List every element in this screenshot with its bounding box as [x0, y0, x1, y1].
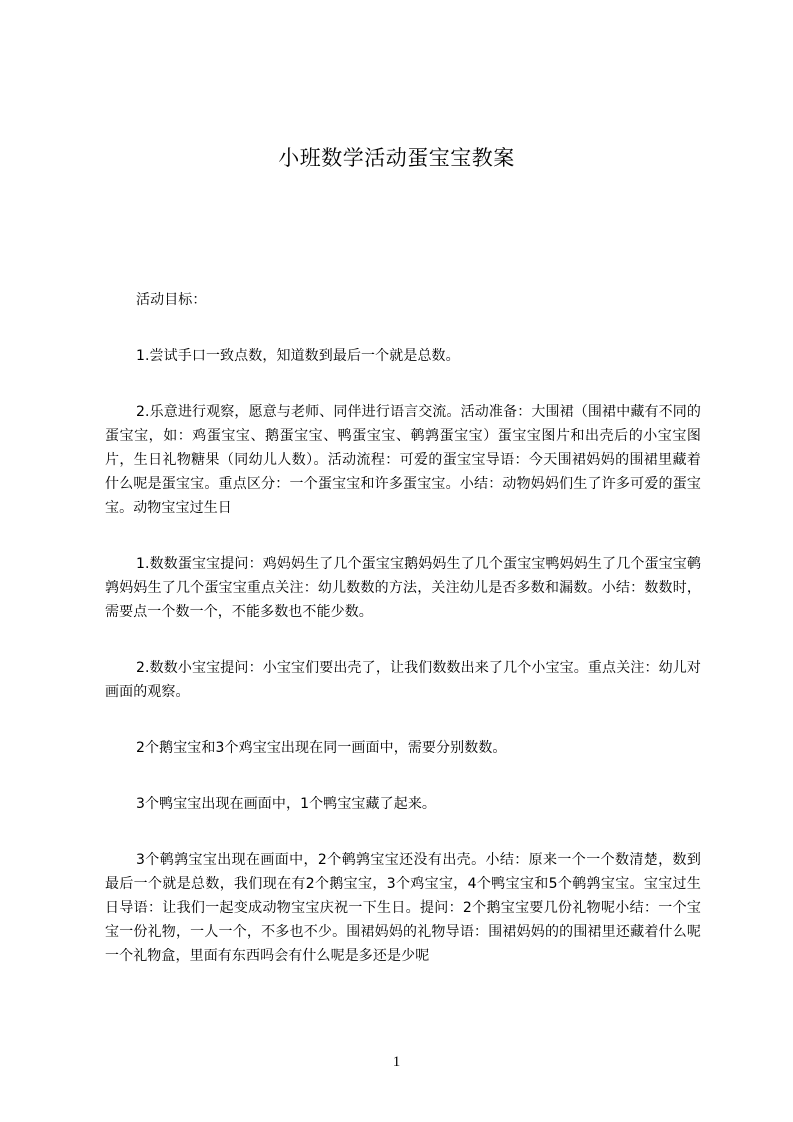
paragraph-goals-heading: 活动目标： — [136, 292, 207, 308]
paragraph-goal-2: 2.乐意进行观察，愿意与老师、同伴进行语言交流。活动准备：大围裙（围裙中藏有不同的蛋宝宝，如：鸡蛋宝宝、鹅蛋宝宝、鸭蛋宝宝、鹌鹑蛋宝宝）蛋宝宝图片和出壳后的小宝宝图片，生日礼物糖果（同幼儿人数）。活动流程：可爱的蛋宝宝导语：今天围裙妈妈的围裙里藏着什么呢是蛋宝宝。重点区分：一个蛋宝宝和许多蛋宝宝。小结：动物妈妈们生了许多可爱的蛋宝宝。动物宝宝过生日 — [105, 404, 701, 516]
paragraph-count-eggs: 1.数数蛋宝宝提问：鸡妈妈生了几个蛋宝宝鹅妈妈生了几个蛋宝宝鸭妈妈生了几个蛋宝宝鹌鹑妈妈生了几个蛋宝宝重点关注：幼儿数数的方法，关注幼儿是否多数和漏数。小结：数数时，需要点一个数一个，不能多数也不能少数。 — [105, 556, 701, 620]
paragraph-count-babies: 2.数数小宝宝提问：小宝宝们要出壳了，让我们数数出来了几个小宝宝。重点关注：幼儿对画面的观察。 — [105, 660, 701, 700]
paragraph-geese-chicks: 2个鹅宝宝和3个鸡宝宝出现在同一画面中，需要分别数数。 — [136, 740, 507, 756]
paragraph-goal-1: 1.尝试手口一致点数，知道数到最后一个就是总数。 — [136, 348, 460, 364]
page-number: 1 — [392, 1054, 401, 1070]
paragraph-quails-summary: 3个鹌鹑宝宝出现在画面中，2个鹌鹑宝宝还没有出壳。小结：原来一个一个数清楚，数到最后一个就是总数，我们现在有2个鹅宝宝，3个鸡宝宝，4个鸭宝宝和5个鹌鹑宝宝。宝宝过生日导语：让我们一起变成动物宝宝庆祝一下生日。提问：2个鹅宝宝要几份礼物呢小结：一个宝宝一份礼物，一人一个，不多也不少。围裙妈妈的礼物导语：围裙妈妈的的围裙里还藏着什么呢一个礼物盒，里面有东西吗会有什么呢是多还是少呢 — [105, 852, 701, 964]
document-body — [105, 288, 701, 1000]
document-title: 小班数学活动蛋宝宝教案 — [278, 146, 515, 170]
paragraph-ducklings: 3个鸭宝宝出现在画面中，1个鸭宝宝藏了起来。 — [136, 796, 437, 812]
